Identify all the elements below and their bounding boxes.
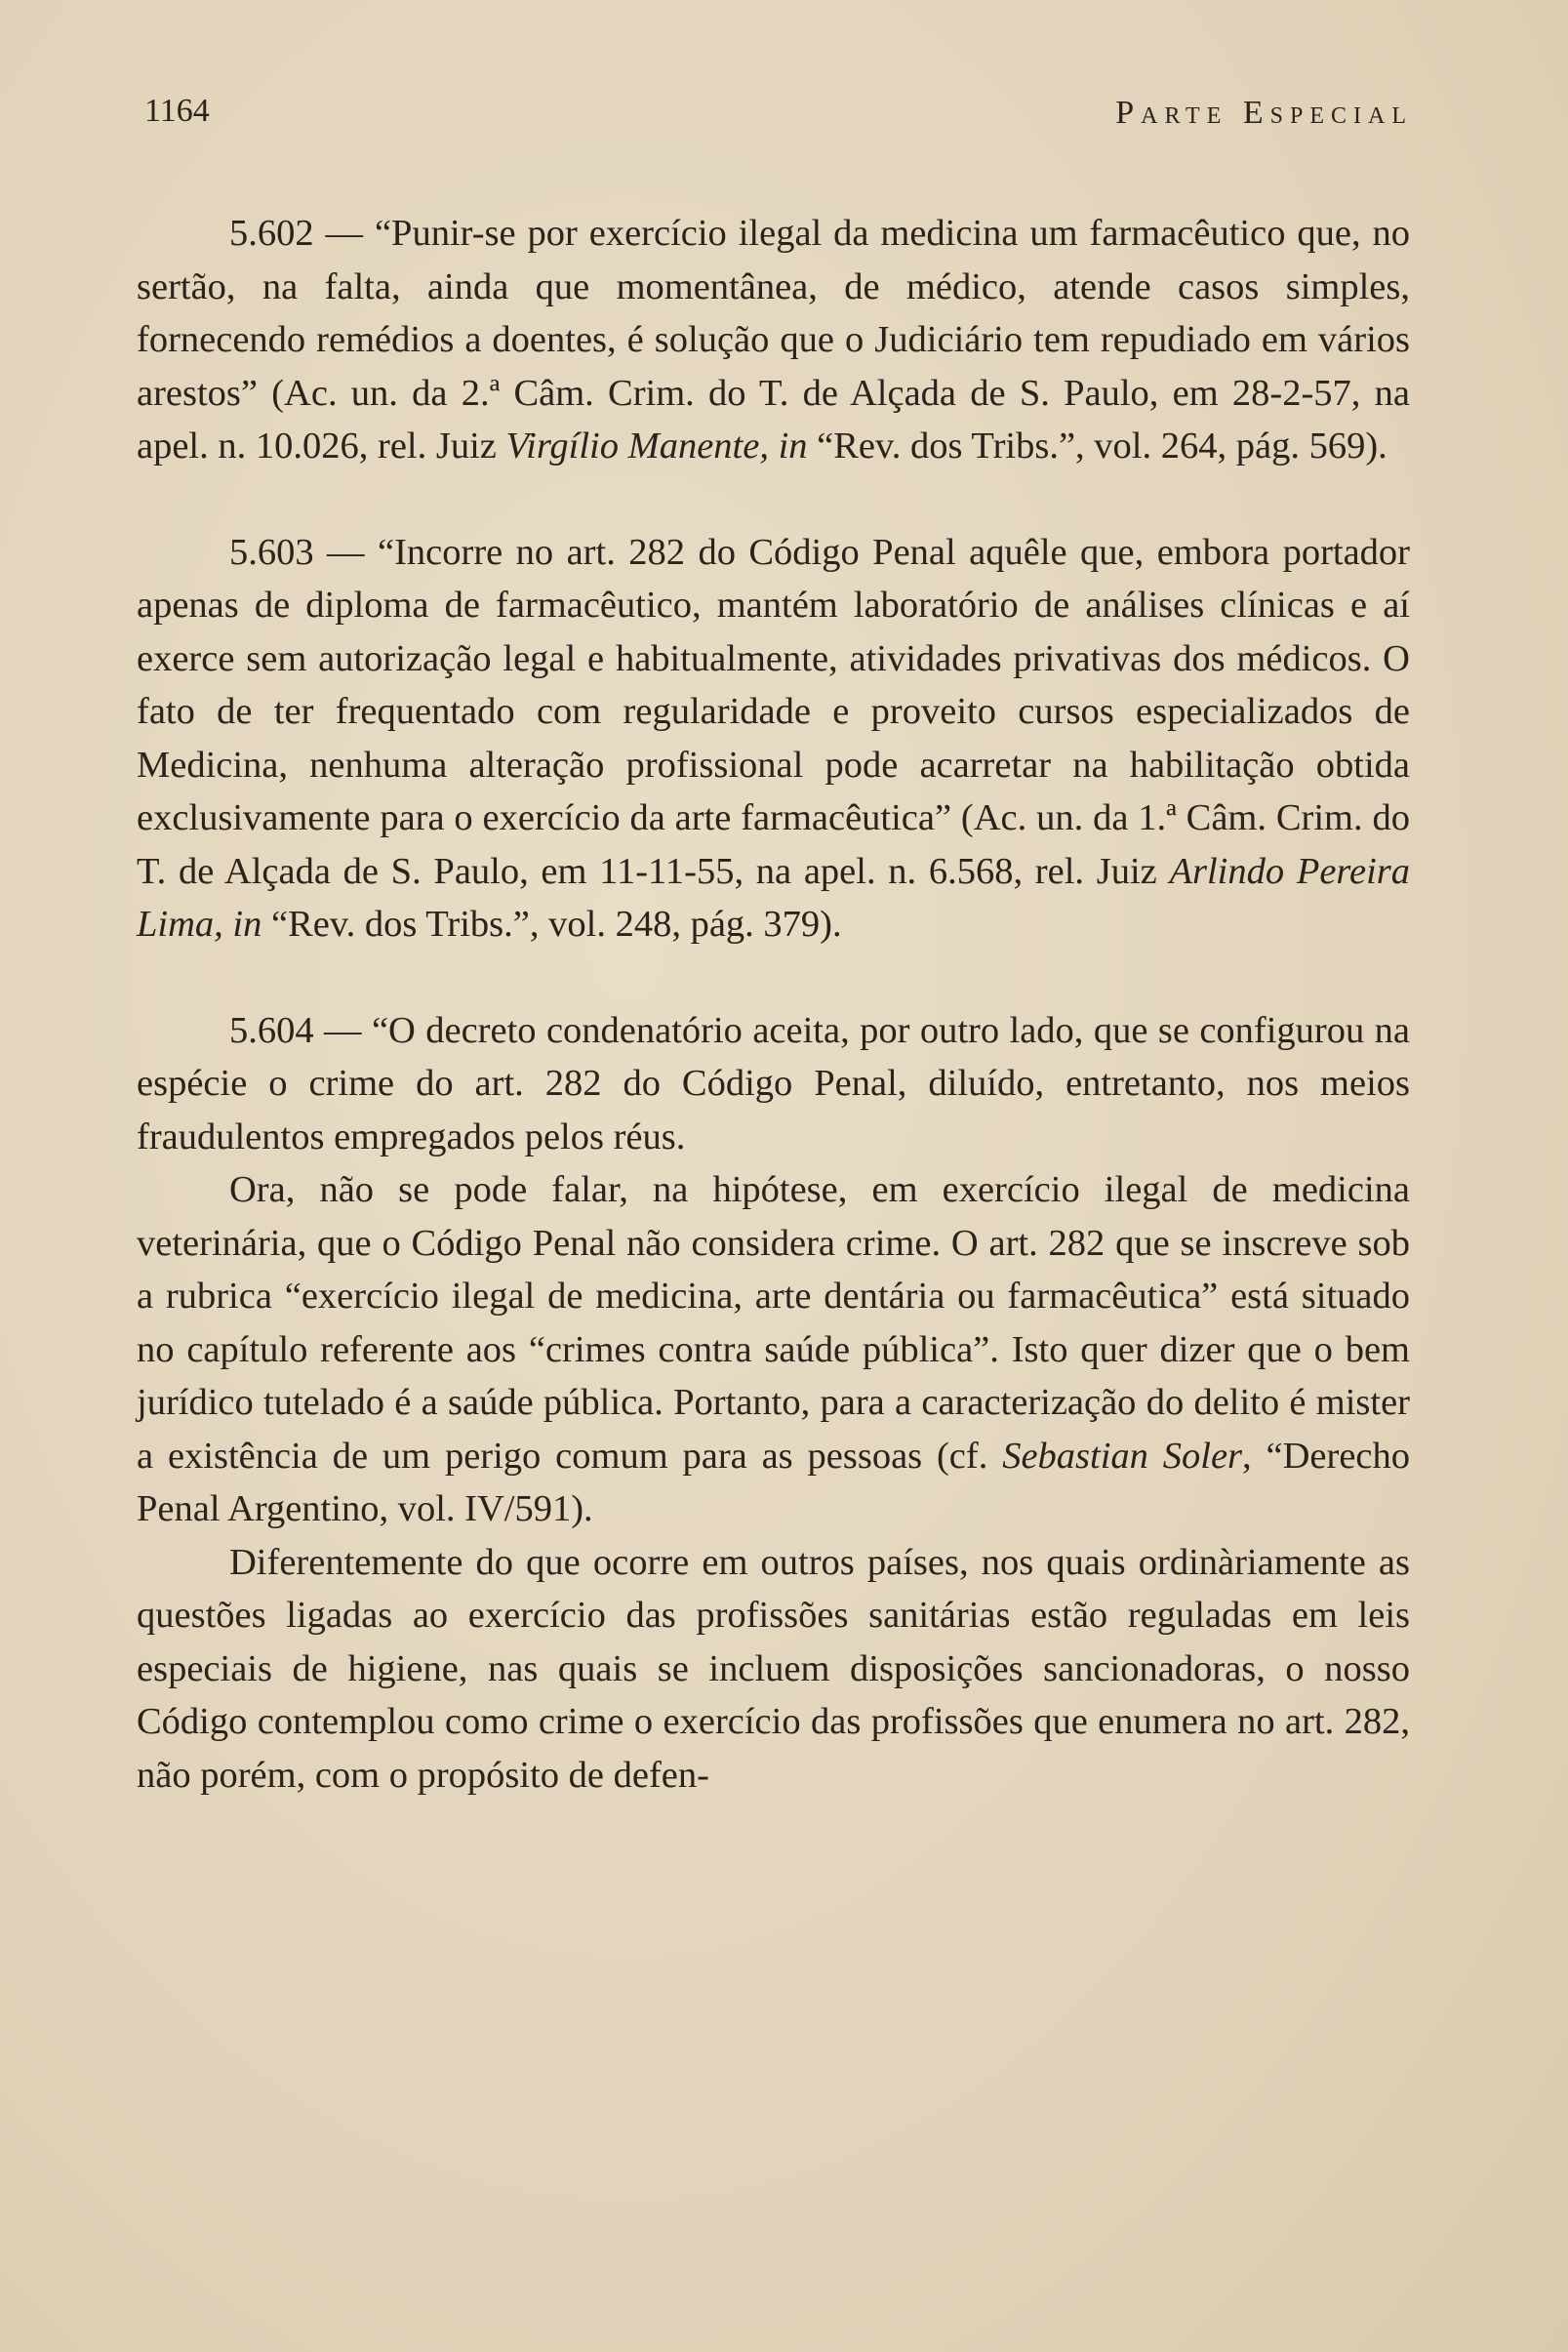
entry-text: “Punir-se por exercício ilegal da medicina um farmacêutico que, no sertão, na falta, ainda que momentânea, de médico, atende casos simples, fornecendo remédios a doentes, é solução que o Judiciário tem repudiado em vários arestos” (Ac. un. da 2.ª Câm. Crim. do T. de Alçada de S. Paulo, em 28-2-57, na apel. n. 10.026, rel. Juiz [137,213,1410,466]
paragraph-citation: , “Derecho Penal Argentino, vol. IV/591). [137,1435,1411,1529]
entry-dash: — [313,1009,372,1051]
paragraph-diferentemente [137,1536,1410,1803]
page-body [137,207,1410,1802]
entry-5603 [137,526,1410,952]
entry-number: 5.603 [229,531,314,573]
paragraph-text: Diferentemente do que ocorre em outros países, nos quais ordinàriamente as questões ligadas ao exercício das profissões sanitárias estão reguladas em leis especiais de higiene, nas quais se incluem disposições sancionadoras, o nosso Código contemplou como crime o exercício das profissões que enumera no art. 282, não porém, com o propósito de defen- [137,1541,1410,1796]
entry-dash: — [313,213,375,254]
entry-text: “Incorre no art. 282 do Código Penal aquêle que, embora portador apenas de diploma de farmacêutico, mantém laboratório de análises clínicas e aí exerce sem autorização legal e habitualmente, atividades privativas dos médicos. O fato de ter frequentado com regularidade e proveito cursos especializados de Medicina, nenhuma alteração profissional pode acarretar na habilitação obtida exclusivamente para o exercício da arte farmacêutica” (Ac. un. da 1.ª Câm. Crim. do T. de Alçada de S. Paulo, em 11-11-55, na apel. n. 6.568, rel. Juiz [137,531,1410,892]
entry-number: 5.604 [229,1009,314,1051]
entry-5604 [137,1004,1410,1164]
entry-citation: “Rev. dos Tribs.”, vol. 248, pág. 379). [261,904,842,945]
entry-number: 5.602 [229,213,314,254]
entry-italic: Arlindo Pereira Lima, in [137,850,1410,945]
entry-italic: Virgílio Manente, in [505,426,808,466]
paragraph-italic: Sebastian Soler [1002,1435,1243,1477]
paragraph-ora [137,1163,1410,1536]
page-number: 1164 [144,93,210,129]
entry-text: “O decreto condenatório aceita, por outro lado, que se configurou na espécie o crime do art. 282 do Código Penal, diluído, entretanto, nos meios fraudulentos empregados pelos réus. [137,1009,1410,1157]
page-header [144,93,1413,151]
entry-dash: — [313,531,378,573]
paragraph-text: Ora, não se pode falar, na hipótese, em exercício ilegal de medicina veterinária, que o Código Penal não considera crime. O art. 282 que se inscreve sob a rubrica “exercício ilegal de medicina, arte dentária ou farmacêutica” está situado no capítulo referente aos “crimes contra saúde pública”. Isto quer dizer que o bem jurídico tutelado é a saúde pública. Portanto, para a caracterização do delito é mister a existência de um perigo comum para as pessoas (cf. [137,1169,1410,1477]
entry-5602 [137,207,1410,473]
entry-citation: “Rev. dos Tribs.”, vol. 264, pág. 569). [807,426,1387,466]
running-head: Parte Especial [1115,95,1413,131]
